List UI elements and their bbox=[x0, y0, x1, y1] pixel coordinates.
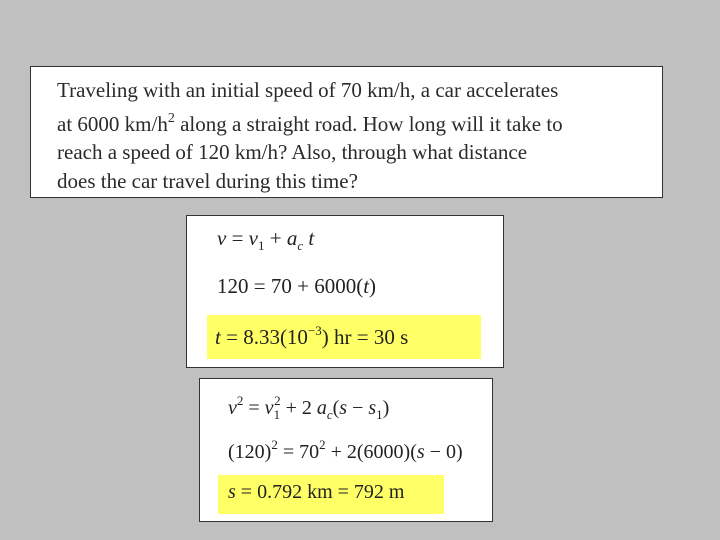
exponent: 2 bbox=[167, 110, 175, 126]
solution-box-time bbox=[186, 215, 504, 368]
equation-distance-formula: $v^2 = v_1^2 + 2$ $a_c(s - s_1)$ bbox=[228, 393, 390, 422]
result-time: $t = 8.33(10^{-3})$ hr = 30 s bbox=[215, 323, 409, 349]
equation-distance-substituted: $(120)^2 = 70^2 + 2(6000)(s - 0)$ bbox=[228, 437, 463, 463]
solution-box-distance bbox=[199, 378, 493, 522]
problem-line-3: reach a speed of 120 km/h? Also, through what distance bbox=[57, 140, 528, 164]
problem-line-1: Traveling with an initial speed of 70 km/h, a car accelerates bbox=[57, 78, 559, 102]
problem-line-4: does the car travel during this time? bbox=[57, 168, 358, 193]
equation-velocity-formula: $v = v_1 + a_c$ t bbox=[217, 226, 315, 253]
problem-text bbox=[57, 76, 645, 195]
result-distance: s = 0.792 km = 792 m bbox=[228, 481, 405, 503]
equation-velocity-substituted: 120 = 70 + 6000(t) bbox=[217, 274, 377, 298]
problem-line-2: at 6000 $km/h^2$ along a straight road. How long will it take to bbox=[57, 110, 563, 136]
problem-box bbox=[30, 66, 663, 198]
